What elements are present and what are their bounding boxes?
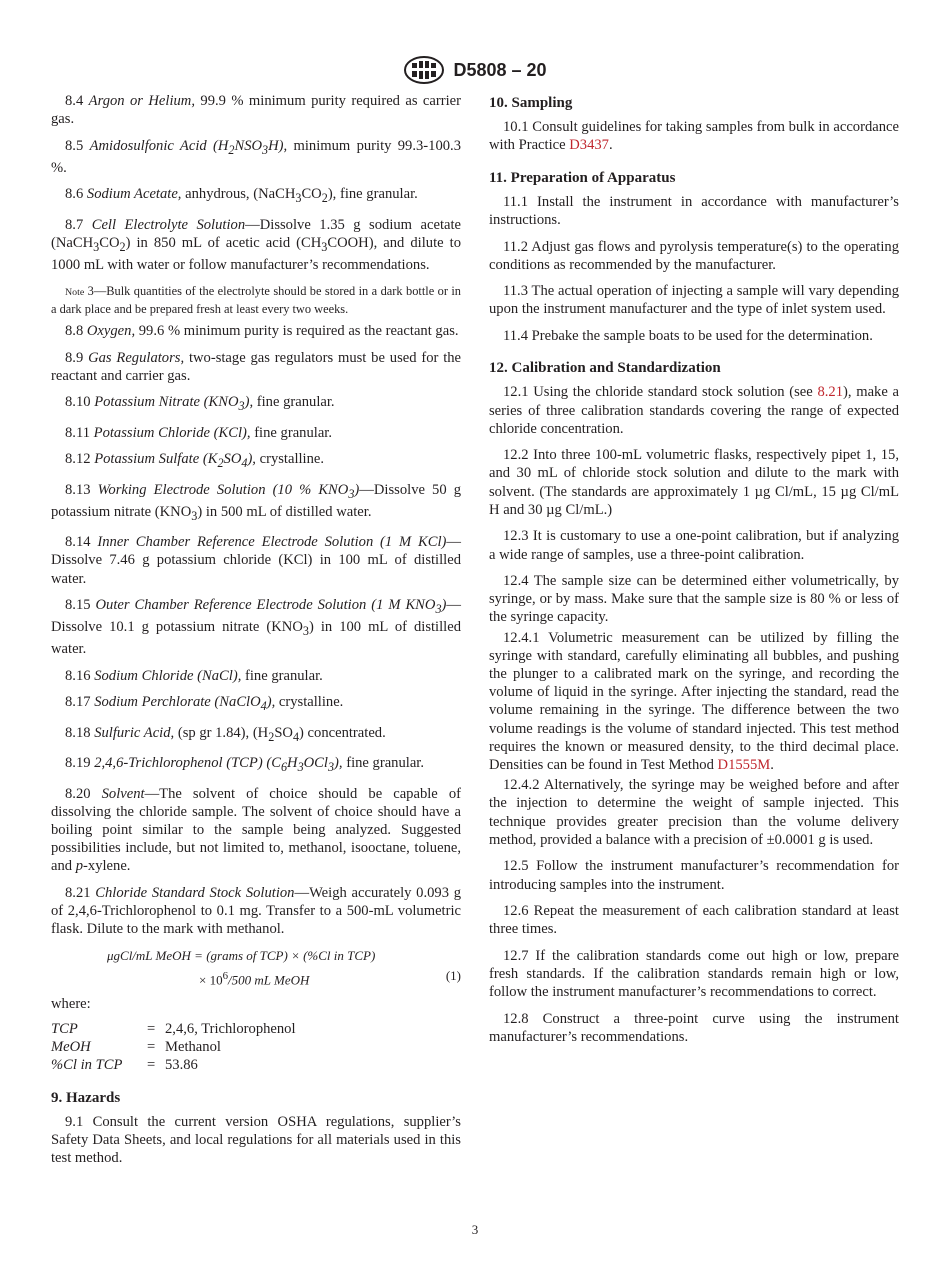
para-12-6: 12.6 Repeat the measurement of each calibration standard at least three times.	[489, 903, 899, 938]
para-12-7: 12.7 If the calibration standards come out high or low, prepare fresh standards. If the calibration standards remain high or low, follow the instrument manufacturer’s recommendations to correct.	[489, 947, 899, 1001]
definition-row: MeOH = Methanol	[51, 1039, 221, 1056]
para-8-10: 8.10 Potassium Nitrate $(KNO_3)$, fine granular.	[65, 394, 335, 414]
para-8-15: 8.15 Outer Chamber Reference Electrode Solution (1 M $KNO_3)—Dissolve$ 10.1 g potassium nitrate $(KNO_3)$ in 100 mL of distilled water.	[51, 597, 462, 658]
para-8-17: 8.17 Sodium Perchlorate (NaClO$_4$), crystalline.	[65, 694, 344, 714]
definition-row: TCP = 2,4,6, Trichlorophenol	[51, 1021, 296, 1038]
equation-1	[51, 947, 461, 989]
para-11-3: 11.3 The actual operation of injecting a sample will vary depending upon the instrument manufacturer and the type of inlet system used.	[489, 283, 899, 318]
note-3: Note 3—Bulk quantities of the electrolyte should be stored in a dark bottle or in a dark place and be prepared fresh at least every two weeks.	[51, 283, 461, 317]
para-8-19: 8.19 2,4,6-Trichlorophenol (TCP) $(C_6H_3OCl_3)$, fine granular.	[65, 755, 425, 774]
para-8-7: 8.7 Cell Electrolyte Solution—Dissolve 1.35 g sodium acetate $(NaCH_3CO_2)$ in 850 mL of acetic acid $(CH_3COOH)$, and dilute to 1000 mL with water or follow manufacturer’s recommendations.	[51, 216, 462, 274]
para-8-11: 8.11 Potassium Chloride (KCl), fine granular.	[65, 424, 332, 441]
astm-logo-icon	[403, 55, 445, 85]
para-8-21: 8.21 Chloride Standard Stock Solution—Weigh accurately 0.093 g of 2,4,6-Trichlorophenol to 0.1 mg. Transfer to a 500-mL volumetric flask. Dilute to the mark with methanol.	[51, 884, 462, 938]
heading-9-hazards: 9. Hazards	[51, 1089, 121, 1106]
equation-number: (1)	[445, 967, 461, 983]
para-8-20: 8.20 Solvent—The solvent of choice should be capable of dissolving the chloride sample. The solvent of choice should have a boiling point similar to the sample being analyzed. Suggested possibilities include, but not limited to, methanol, isooctane, toluene, and p-xylene.	[51, 785, 461, 875]
para-9-1: 9.1 Consult the current version OSHA regulations, supplier’s Safety Data Sheets, and local regulations for all materials used in this test method.	[51, 1113, 461, 1167]
para-8-14: 8.14 Inner Chamber Reference Electrode Solution (1 M KCl)—Dissolve 7.46 g potassium chloride (KCl) in 100 mL of distilled water.	[51, 534, 462, 587]
link-8-21[interactable]: 8.21	[817, 384, 843, 401]
equation-line-2: × $10^6/500$ mL MeOH	[199, 969, 310, 988]
link-d1555m[interactable]: D1555M	[717, 757, 771, 774]
where-label: where:	[51, 995, 91, 1012]
para-11-4: 11.4 Prebake the sample boats to be used for the determination.	[503, 327, 873, 344]
definitions-table	[51, 1021, 296, 1074]
para-8-9: 8.9 Gas Regulators, two-stage gas regulators must be used for the reactant and carrier gas.	[51, 349, 462, 384]
para-12-8: 12.8 Construct a three-point curve using the instrument manufacturer’s recommendations.	[489, 1010, 899, 1045]
para-8-16: 8.16 Sodium Chloride (NaCl), fine granular.	[65, 667, 323, 684]
para-12-3: 12.3 It is customary to use a one-point calibration, but if analyzing a wide range of samples, use a three-point calibration.	[489, 528, 899, 563]
para-12-1: 12.1 Using the chloride standard stock solution (see 8.21), make a series of three calibration standards covering the range of expected chloride concentration.	[489, 384, 899, 437]
page-number: 3	[471, 1222, 479, 1237]
definition-row: %Cl in TCP = 53.86	[51, 1056, 198, 1073]
heading-12-calibration: 12. Calibration and Standardization	[489, 360, 721, 377]
para-12-4: 12.4 The sample size can be determined either volumetrically, by syringe, or by mass. Make sure that the sample size is 80 % or less of the syringe capacity.	[489, 573, 899, 626]
heading-10-sampling: 10. Sampling	[489, 95, 573, 111]
para-11-1: 11.1 Install the instrument in accordance with manufacturer’s instructions.	[489, 193, 899, 229]
left-column	[51, 92, 461, 1176]
para-12-4-1: 12.4.1 Volumetric measurement can be utilized by filling the syringe with standard, carefully eliminating all bubbles, and pushing the plunger to a calibrated mark on the syringe, and recording the volume of liquid in the syringe. After injecting the standard, read the volume remaining in the syringe. The difference between the two volume readings is the volume of standard injected. This test method requires the known or measured density, to the third decimal place. Densities can be found in Test Method D1555M.	[489, 629, 899, 774]
para-11-2: 11.2 Adjust gas flows and pyrolysis temperature(s) to the operating conditions as recommended by the manufacturer.	[489, 238, 899, 273]
link-d3437[interactable]: D3437	[569, 137, 609, 154]
right-column	[489, 92, 899, 1054]
equation-line-1: μgCl/mL MeOH = (grams of TCP) × (%Cl in TCP)	[107, 947, 376, 963]
para-12-4-2: 12.4.2 Alternatively, the syringe may be weighed before and after the injection to determine the weight of sample injected. This technique provides greater precision than the volume delivery method, provided a balance with a precision of ±0.0001 g is used.	[489, 777, 899, 848]
para-8-13: 8.13 Working Electrode Solution (10 % $KNO_3)—Dissolve$ 50 g potassium nitrate $(KNO_3)$ in 500 mL of distilled water.	[51, 481, 461, 523]
document-id: D5808 – 20	[453, 59, 547, 80]
page-header	[0, 55, 950, 85]
para-10-1: 10.1 Consult guidelines for taking samples from bulk in accordance with Practice D3437.	[489, 119, 899, 154]
heading-11-apparatus: 11. Preparation of Apparatus	[489, 169, 676, 186]
para-12-2: 12.2 Into three 100-mL volumetric flasks, respectively pipet 1, 15, and 30 mL of chloride stock solution and dilute to the mark with solvent. (The standards are approximately 1 µg Cl/mL, 15 µg Cl/mL H and 30 µg Cl/mL.)	[489, 447, 899, 518]
para-8-6: 8.6 Sodium Acetate, anhydrous, $(NaCH_3CO_2)$, fine granular.	[65, 186, 418, 206]
para-8-8: 8.8 Oxygen, 99.6 % minimum purity is required as the reactant gas.	[65, 323, 459, 340]
para-8-12: 8.12 Potassium Sulfate $(K_2SO_4)$, crystalline.	[65, 451, 325, 471]
para-8-5: 8.5 Amidosulfonic Acid $(H_2NSO_3H)$, minimum purity 99.3-100.3 %.	[51, 137, 461, 176]
para-8-4: 8.4 Argon or Helium, 99.9 % minimum purity required as carrier gas.	[51, 93, 461, 128]
para-8-18: 8.18 Sulfuric Acid, (sp gr 1.84), $(H_2SO_4)$ concentrated.	[65, 724, 386, 744]
para-12-5: 12.5 Follow the instrument manufacturer’s recommendation for introducing samples into the instrument.	[489, 858, 899, 893]
